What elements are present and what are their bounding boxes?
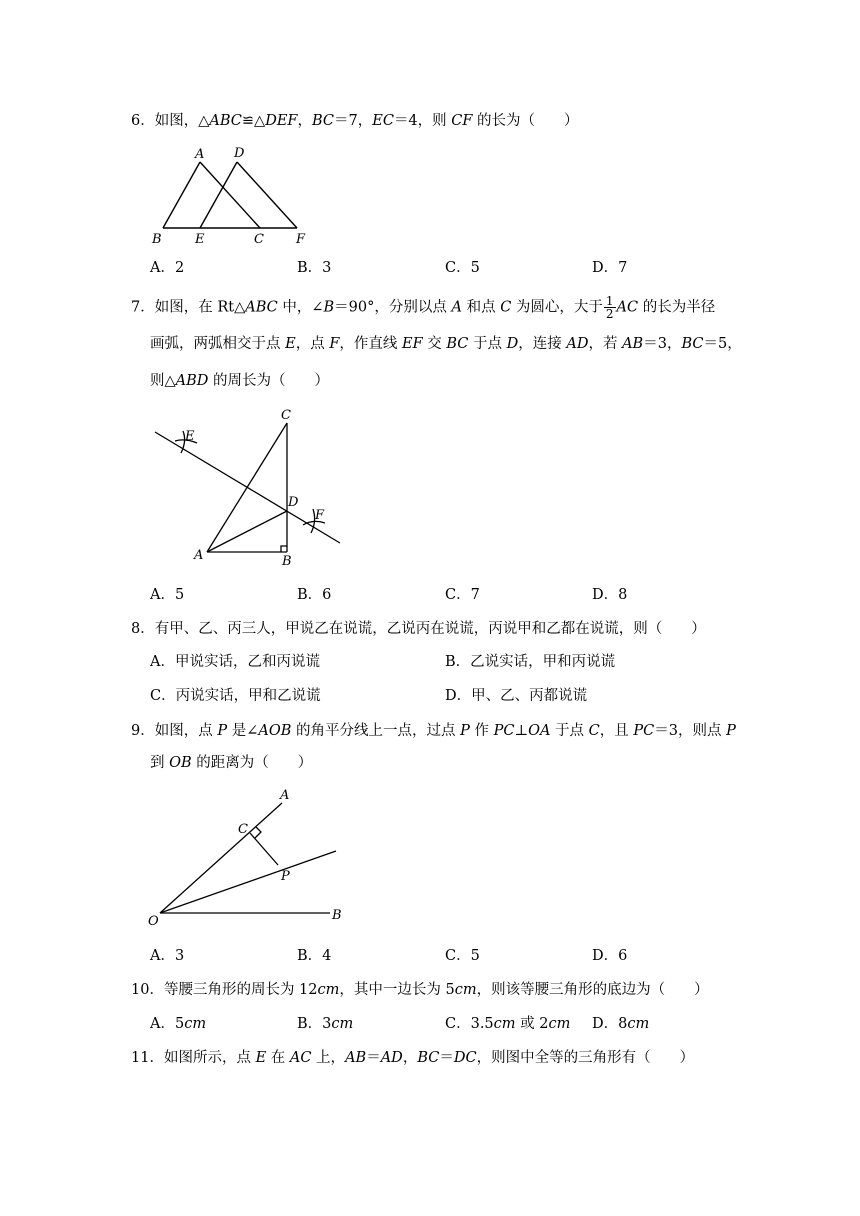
q10-option-b: B．3cm [297,1016,354,1032]
q7-option-b: B．6 [297,587,332,603]
q7-label-b: B [282,554,292,569]
q6-label-a: A [195,147,205,162]
q6-option-c: C．5 [445,260,480,276]
q7-stem-line3: 则△ABD 的周长为（ ） [150,373,330,389]
q11-stem: 11．如图所示，点 E 在 AC 上，AB＝AD，BC＝DC，则图中全等的三角形有（ ） [131,1050,695,1066]
q7-figure [145,403,365,573]
q6-label-c: C [254,232,264,247]
q6-option-d: D．7 [592,260,628,276]
q9-label-b: B [332,908,342,923]
q9-option-b: B．4 [297,948,332,964]
q8-option-b: B．乙说实话，甲和丙说谎 [445,654,616,670]
q9-label-c: C [238,822,248,837]
q6-stem: 6．如图，△ABC≌△DEF，BC＝7，EC＝4，则 CF 的长为（ ） [131,113,579,129]
q6-figure [145,138,325,248]
q8-stem: 8．有甲、乙、丙三人，甲说乙在说谎，乙说丙在说谎，丙说甲和乙都在说谎，则（ ） [131,621,706,637]
q8-option-c: C．丙说实话，甲和乙说谎 [150,688,321,704]
q8-option-a: A．甲说实话，乙和丙说谎 [150,654,320,670]
q7-option-c: C．7 [445,587,480,603]
q9-stem-line1: 9．如图，点 P 是∠AOB 的角平分线上一点，过点 P 作 PC⊥OA 于点 C，且 PC＝3，则点 P [131,723,736,739]
q7-stem-line1: 7．如图，在 Rt△ABC 中，∠B＝90°，分别以点 A 和点 C 为圆心，大于 $\frac{1}{2}$ AC 的长为半径 [131,294,716,321]
q10-option-a: A．5cm [150,1016,207,1032]
q6-option-a: A．2 [150,260,185,276]
q10-option-d: D．8cm [592,1016,650,1032]
q6-label-f: F [296,232,306,247]
q7-option-d: D．8 [592,587,628,603]
q7-fraction: $\frac{1}{2}$ [605,294,614,321]
q6-option-b: B．3 [297,260,332,276]
q9-figure [140,785,360,935]
q6-label-b: B [152,232,162,247]
q7-stem-line2: 画弧，两弧相交于点 E，点 F，作直线 EF 交 BC 于点 D，连接 AD，若 AB＝3，BC＝5， [150,336,742,352]
q7-label-e: E [185,429,195,444]
q9-label-a: A [280,788,290,803]
q7-label-d: D [288,495,299,510]
q7-option-a: A．5 [150,587,185,603]
q7-label-f: F [315,508,325,523]
q6-label-e: E [195,232,205,247]
q6-label-d: D [234,146,245,161]
q10-option-c: C．3.5cm 或 2cm [445,1016,571,1032]
q7-label-c: C [281,408,291,423]
q9-option-c: C．5 [445,948,480,964]
q9-option-d: D．6 [592,948,628,964]
q9-label-o: O [148,914,159,929]
q9-stem-line2: 到 OB 的距离为（ ） [150,755,313,771]
q7-label-a: A [194,548,204,563]
q10-stem: 10．等腰三角形的周长为 12cm，其中一边长为 5cm，则该等腰三角形的底边为（ ） [131,982,709,998]
q9-option-a: A．3 [150,948,185,964]
q9-label-p: P [281,869,290,884]
q8-option-d: D．甲、乙、丙都说谎 [445,688,588,704]
